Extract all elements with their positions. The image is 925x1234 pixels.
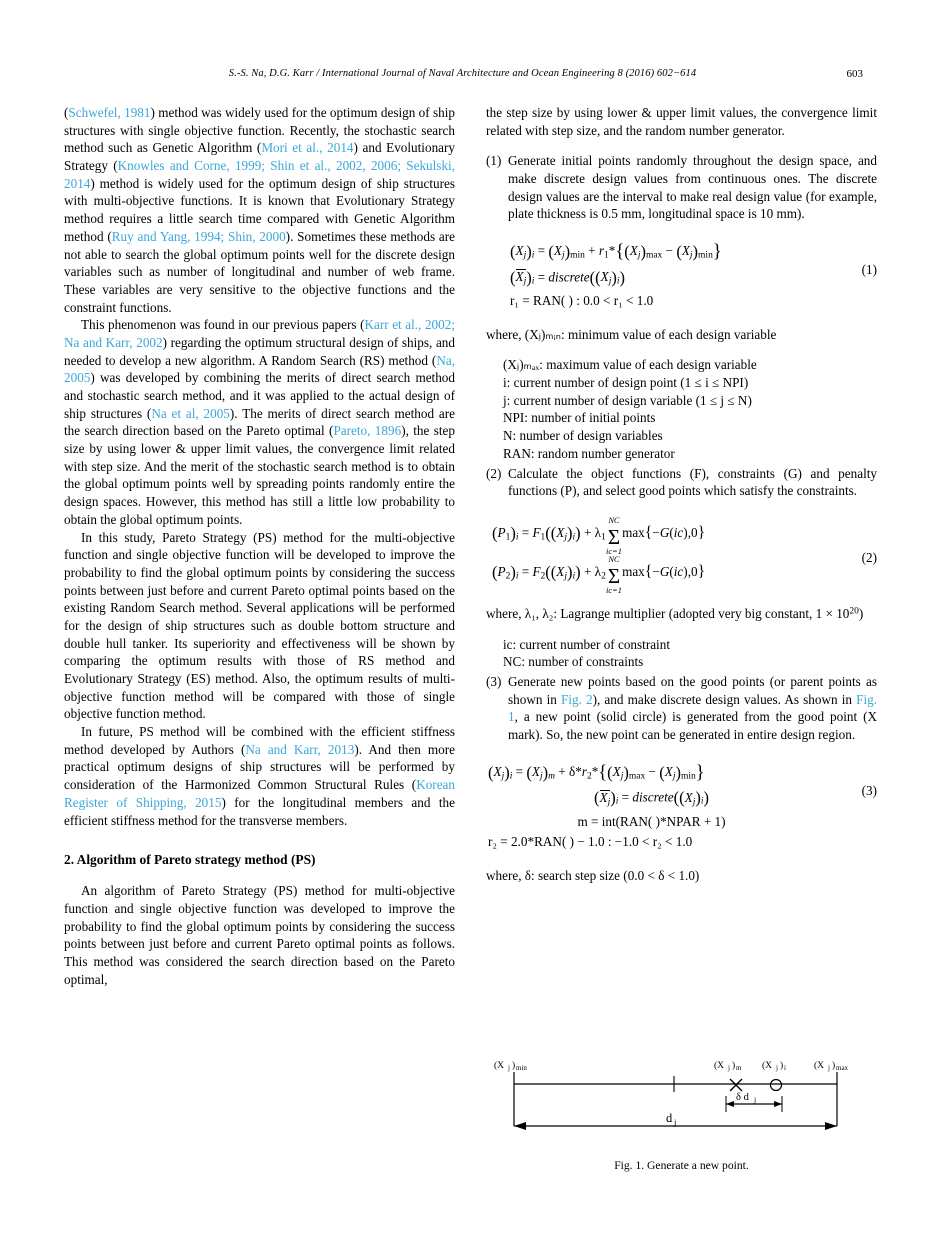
equation-1-line-2: $(X_j)_i$ = $discrete((X_j)_i)$: [510, 267, 625, 287]
figure-label-max: (X: [814, 1061, 825, 1071]
equation-3-line-4: r₂ = 2.0*RAN( ) − 1.0 : −1.0 < r₂ < 1.0: [488, 834, 693, 850]
p4-part3: ) for the longitudinal members and the efficient stiffness method for the transverse members.: [64, 794, 455, 828]
running-head: [0, 68, 925, 79]
equation-2-number: (2): [861, 549, 877, 565]
where-1: where, (Xⱼ)ₘᵢₙ: minimum value of each design variable: [486, 326, 777, 342]
figure-link-fig2[interactable]: Fig. 2: [560, 691, 593, 707]
equation-1-number: (1): [861, 262, 877, 278]
equation-2: [486, 515, 877, 596]
item-2-marker: (2): [486, 465, 502, 481]
citation-link[interactable]: Na, 2005: [64, 352, 455, 386]
svg-text:m: m: [736, 1064, 742, 1072]
svg-text:max: max: [836, 1064, 849, 1072]
svg-text:): ): [832, 1061, 836, 1071]
figure-link-fig1[interactable]: Fig. 1: [508, 691, 877, 725]
where-2-exponent: 20: [849, 606, 859, 617]
paragraph-3: In this study, Pareto Strategy (PS) method for the multi-objective function and single objective function will be developed to improve the probability to find the global optimum points by considering the success points between just before and current Pareto optimal points based on the existing Random Search method. Several applications will be performed for the design of ship structures such as double bottom structure and double hull tanker. Its superiority and effectiveness will be shown by comparing the optimum results with those of RS method and Evolutionary Strategy (ES) method. Also, the optimum results of multi-objective function method will be compared with those of single objective function method.: [64, 529, 455, 722]
citation-link[interactable]: Ruy and Yang, 1994; Shin, 2000: [111, 228, 286, 244]
p4-part2: ). And then more practical optimum designs of ship structures will be performed by consideration of the Harmonized Common Structural Rules (: [64, 741, 455, 793]
svg-text:): ): [780, 1061, 784, 1071]
item-3-part3: , a new point (solid circle) is generated from the good point (X mark). So, the new point can be generated in entire design region.: [508, 709, 877, 743]
section-heading: 2. Algorithm of Pareto strategy method (PS): [64, 852, 316, 868]
definition-1: (Xⱼ)ₘₐₓ: maximum value of each design variable: [503, 357, 757, 373]
svg-text:j: j: [776, 1064, 778, 1072]
p2-part4: ). The merits of direct search method are the search direction based on the Pareto optimal (: [64, 405, 455, 439]
p1-part5: ). Sometimes these methods are not able to search the global optimum points well for the discrete design variables such as number of longitudinal and number of web frame. These variables are very sensitive to the objective functions and the constraint functions.: [64, 228, 456, 315]
paragraph-5: An algorithm of Pareto Strategy (PS) method for multi-objective function and single objective function was developed to improve the probability to find the global optimum points by considering the success points between just before and current Pareto optimal points as follows. This method was considered the search direction based on the Pareto optimal,: [64, 883, 455, 987]
svg-text:j: j: [508, 1064, 510, 1072]
citation-link[interactable]: Na et al, 2005: [151, 405, 230, 421]
item-3-marker: (3): [486, 673, 502, 689]
svg-text:min: min: [516, 1064, 527, 1072]
item-2-text: Calculate the object functions (F), constraints (G) and penalty functions (P), and select good points which satisfy the constraints.: [508, 465, 877, 499]
figure-1-caption: Fig. 1. Generate a new point.: [614, 1159, 749, 1172]
definition-4: NPI: number of initial points: [503, 410, 656, 426]
equation-3-line-3: m = int(RAN( )*NPAR + 1): [577, 813, 726, 829]
definition-2: i: current number of design point (1 ≤ i ≤ NPI): [503, 375, 749, 391]
svg-text:): ): [732, 1061, 736, 1071]
citation-link[interactable]: Pareto, 1896: [333, 423, 402, 439]
item-3-part2: ), and make discrete design values. As shown in: [592, 691, 857, 707]
citation-link[interactable]: Schwefel, 1981: [68, 105, 151, 120]
page-number: 603: [846, 68, 863, 80]
where-2: [486, 605, 877, 623]
svg-text:j: j: [728, 1064, 730, 1072]
left-column: [64, 104, 455, 988]
p2-part1: This phenomenon was found in our previous papers (: [81, 317, 365, 333]
equation-3-line-2: $(X_j)_i$ = $discrete((X_j)_i)$: [594, 788, 709, 808]
citation-link[interactable]: Karr et al., 2002; Na and Karr, 2002: [64, 317, 456, 350]
svg-text:j: j: [674, 1117, 677, 1127]
figure-label-d: d: [666, 1111, 673, 1125]
equation-3: [486, 760, 877, 851]
right-column: [486, 104, 877, 885]
paragraph-1: [64, 104, 455, 316]
p2-part2: ) regarding the optimum structural design of ships, and needed to develop a new algorithm. A Random Search (RS) method (: [64, 334, 455, 368]
equation-3-line-1: $(X_j)_i = (X_j)_m + \delta*r_2*\{(X_j)_{max} - (X_j)_{min}\}$: [488, 761, 705, 782]
figure-label-m: (X: [714, 1061, 725, 1071]
where-2-part1: where, λ₁, λ₂: Lagrange multiplier (adopted very big constant, 1 × 10: [486, 605, 850, 621]
svg-text:): ): [512, 1061, 516, 1071]
definition-8: NC: number of constraints: [503, 654, 644, 670]
p4-part1: In future, PS method will be combined with the efficient stiffness method developed by Authors (: [64, 724, 455, 757]
citation-link[interactable]: Na and Karr, 2013: [245, 741, 355, 757]
equation-3-number: (3): [861, 782, 877, 798]
equation-2-line-2: $(P_2)_i = F_2((X_j)_i) + \lambda_2\Sigma$ NC ic=1 max{−G(ic),0}: [492, 555, 706, 596]
item-1-text: Generate initial points randomly throughout the design space, and make discrete design values from continuous ones. The discrete design values are the interval to make real design value (for example, plate thickness is 0.5 mm, longitudinal space is 10 mm).: [508, 153, 877, 222]
definition-7: ic: current number of constraint: [503, 636, 670, 652]
item-1-marker: (1): [486, 153, 502, 169]
figure-label-min: (X: [494, 1061, 505, 1071]
citation-link[interactable]: Knowles and Corne, 1999; Shin et al., 2002, 2006; Sekulski, 2014: [64, 158, 455, 191]
definition-6: RAN: random number generator: [503, 445, 675, 461]
svg-text:j: j: [828, 1064, 830, 1072]
numbered-item-2: [486, 465, 877, 500]
p1-part3: ) and Evolutionary Strategy (: [64, 140, 455, 174]
svg-text:i: i: [784, 1064, 786, 1072]
p1-part2: ) method was widely used for the optimum design of ship structures with single objective function. Recently, the stochastic search method such as Genetic Algorithm (: [64, 105, 455, 156]
figure-1-graphic: [486, 1052, 877, 1148]
where-2-part2: ): [858, 605, 864, 621]
equation-1-line-3: r₁ = RAN( ) : 0.0 < r₁ < 1.0: [510, 293, 654, 308]
p2-part3: ) was developed by combining the merits of direct search method and stochastic search method, and it was applied to the actual design of ship structures (: [64, 370, 455, 421]
numbered-item-3: [486, 673, 877, 744]
item-3-part1: Generate new points based on the good points (or parent points as shown in: [508, 673, 877, 707]
equation-2-line-1: $(P_1)_i = F_1((X_j)_i) + \lambda_1\Sigma$ NC ic=1 max{−G(ic),0}: [492, 515, 706, 556]
definition-5: N: number of design variables: [503, 428, 663, 444]
p1-part4: ) method is widely used for the optimum design of ship structures with multi-objective functions. It is known that Evolutionary Strategy method requires a little search time compared with Genetic Algorithm method (: [64, 175, 455, 244]
citation-link[interactable]: Mori et al., 2014: [261, 140, 354, 156]
item-3-text: [508, 673, 877, 744]
where-3: where, δ: search step size (0.0 < δ < 1.0): [486, 867, 700, 883]
paragraph-2: [64, 316, 455, 528]
figure-label-i: (X: [762, 1061, 773, 1071]
numbered-item-1: [486, 152, 877, 223]
citation-link[interactable]: Korean Register of Shipping, 2015: [64, 777, 455, 810]
equation-1: [486, 239, 877, 310]
figure-label-delta-d: δ d: [736, 1092, 749, 1103]
paragraph-r0: the step size by using lower & upper limit values, the convergence limit related with step size, and the random number generator.: [486, 105, 877, 138]
equation-1-line-1: $(X_j)_i = (X_j)_{min} + r_1*\{(X_j)_{max} - (X_j)_{min}\}$: [510, 241, 722, 262]
running-head-text: S.-S. Na, D.G. Karr / International Journal of Naval Architecture and Ocean Engineering 8 (2016) 602−614: [228, 68, 697, 79]
p1-part1: (: [64, 105, 69, 120]
p2-part5: ), the step size by using lower & upper limit values, the convergence limit related with step size. And the merit of the stochastic search method is to obtain the global optimum points well by spreading points randomly entire the design spaces. However, this method has still a little low probability to obtain the global optimum points.: [64, 423, 455, 527]
paragraph-4: [64, 723, 455, 829]
definition-3: j: current number of design variable (1 ≤ j ≤ N): [503, 392, 752, 408]
svg-text:j: j: [754, 1095, 757, 1104]
figure-1: [486, 1052, 877, 1172]
